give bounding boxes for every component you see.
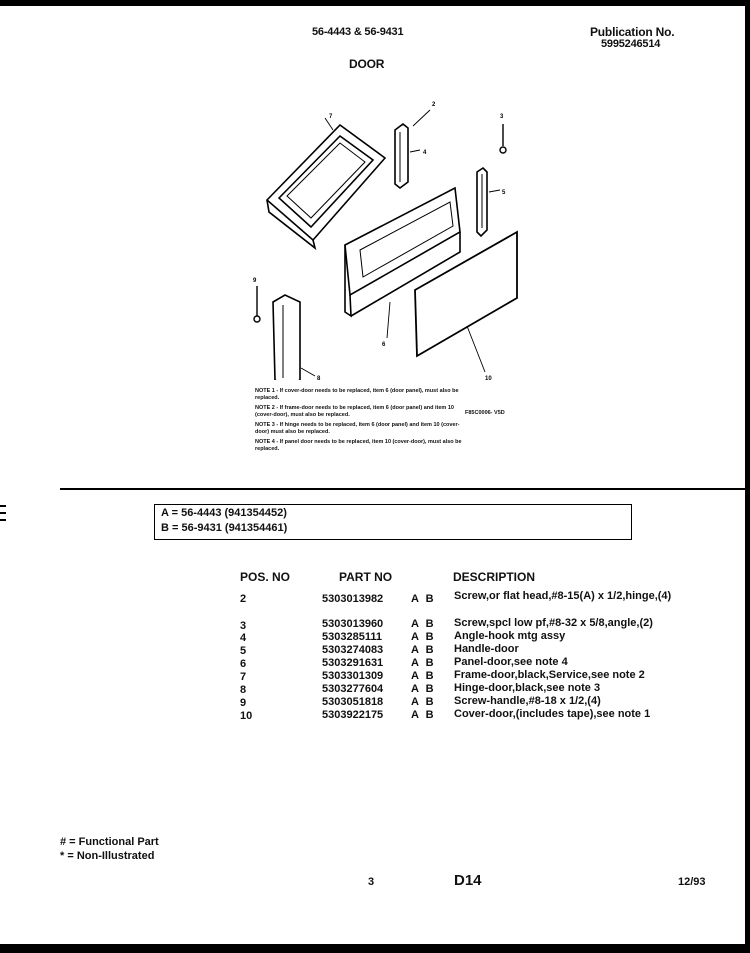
pos-number: 8	[240, 684, 247, 696]
binding-marks	[0, 505, 8, 535]
model-a: A = 56-4443 (941354452)	[161, 507, 287, 519]
pos-number: 9	[240, 697, 247, 709]
diagram-notes	[255, 388, 465, 456]
handle-part	[477, 168, 487, 236]
part-number: 5303285111	[322, 631, 382, 643]
exploded-door-diagram	[245, 90, 535, 380]
page-border-bottom	[0, 944, 750, 953]
part-description: Screw,or flat head,#8-15(A) x 1/2,hinge,(4)	[454, 590, 672, 602]
part-number: 5303277604	[322, 683, 384, 695]
part-description: Cover-door,(includes tape),see note 1	[454, 708, 651, 720]
figure-code: F85C0006- V5D	[465, 410, 505, 416]
part-description: Angle-hook mtg assy	[454, 630, 566, 642]
callout-numbers	[253, 102, 506, 380]
note-2: NOTE 2 - If frame-door needs to be replaced, item 6 (door panel) and item 10 (cover-door), must also be replaced.	[255, 405, 454, 418]
model-applicability: A B	[411, 683, 434, 695]
part-description: Screw-handle,#8-18 x 1/2,(4)	[454, 695, 601, 707]
sheet-code: D14	[454, 872, 482, 889]
part-description: Panel-door,see note 4	[454, 656, 568, 668]
part-number: 5303291631	[322, 657, 384, 669]
svg-text:9: 9	[253, 278, 257, 284]
part-description: Screw,spcl low pf,#8-32 x 5/8,angle,(2)	[454, 617, 653, 629]
model-applicability: A B	[411, 657, 434, 669]
section-title: DOOR	[349, 57, 385, 71]
part-number: 5303301309	[322, 670, 384, 682]
section-divider	[60, 488, 745, 490]
column-header-pos: POS. NO	[240, 570, 291, 584]
publication-date: 12/93	[678, 876, 706, 888]
note-1: NOTE 1 - If cover-door needs to be replaced, item 6 (door panel), must also be replaced.	[255, 388, 459, 401]
panel-door-part	[345, 188, 460, 316]
part-number: 5303051818	[322, 696, 384, 708]
page-border-right	[745, 0, 750, 953]
frame-door-part	[267, 125, 385, 248]
hinge-upper-part	[395, 124, 408, 188]
part-number: 5303922175	[322, 709, 384, 721]
model-applicability: A B	[411, 631, 434, 643]
column-header-description: DESCRIPTION	[453, 570, 536, 584]
pos-number: 2	[240, 593, 247, 605]
model-applicability: A B	[411, 618, 434, 630]
svg-text:3: 3	[500, 114, 504, 120]
model-numbers-header: 56-4443 & 56-9431	[312, 26, 404, 38]
pos-number: 10	[240, 710, 253, 722]
svg-text:5: 5	[502, 190, 506, 196]
model-applicability: A B	[411, 644, 434, 656]
part-description: Frame-door,black,Service,see note 2	[454, 669, 645, 681]
page-number: 3	[368, 876, 375, 888]
pos-number: 7	[240, 671, 247, 683]
legend-functional-part: # = Functional Part	[60, 836, 159, 848]
svg-text:2: 2	[432, 102, 436, 108]
pos-number: 5	[240, 645, 247, 657]
svg-text:4: 4	[423, 150, 427, 156]
cover-door-part	[415, 232, 517, 356]
model-b: B = 56-9431 (941354461)	[161, 522, 288, 534]
model-applicability: A B	[411, 709, 434, 721]
pos-number: 3	[240, 620, 247, 632]
part-number: 5303013982	[322, 593, 384, 605]
pos-number: 4	[240, 632, 247, 644]
note-3: NOTE 3 - If hinge needs to be replaced, item 6 (door panel) and item 10 (cover-door) must also be replaced.	[255, 422, 460, 435]
pos-number: 6	[240, 658, 247, 670]
svg-text:8: 8	[317, 376, 321, 380]
note-4: NOTE 4 - If panel door needs to be replaced, item 10 (cover-door), must also be replaced.	[255, 439, 462, 452]
hinge-lower-part	[273, 295, 300, 380]
svg-text:7: 7	[329, 114, 333, 120]
legend-non-illustrated: * = Non-Illustrated	[60, 850, 155, 862]
model-applicability: A B	[411, 696, 434, 708]
column-header-part: PART NO	[339, 570, 393, 584]
part-number: 5303274083	[322, 644, 384, 656]
svg-text:6: 6	[382, 342, 386, 348]
part-number: 5303013960	[322, 618, 384, 630]
model-key-box	[154, 504, 632, 540]
page-border-top	[0, 0, 750, 6]
svg-text:10: 10	[485, 376, 492, 380]
model-applicability: A B	[411, 670, 434, 682]
publication-label: Publication No.	[590, 25, 675, 39]
publication-number: 5995246514	[601, 38, 661, 50]
model-applicability: A B	[411, 593, 434, 605]
part-description: Handle-door	[454, 643, 519, 655]
part-description: Hinge-door,black,see note 3	[454, 682, 601, 694]
